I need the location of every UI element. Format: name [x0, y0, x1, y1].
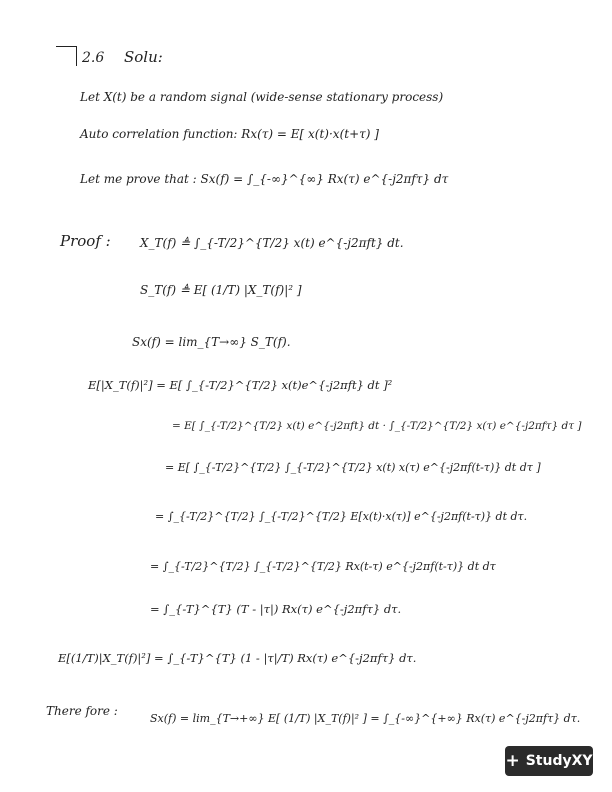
proof-line-2: S_T(f) ≜ E[ (1/T) |X_T(f)|² ] [140, 283, 302, 297]
plus-icon: + [505, 750, 520, 771]
problem-marker-tick [76, 46, 77, 66]
proof-line-5: = E[ ∫_{-T/2}^{T/2} x(t) e^{-j2πft} dt · ∫_{-T/2}^{T/2} x(τ) e^{-j2πfτ} dτ ] [172, 420, 582, 432]
proof-line-9: = ∫_{-T}^{T} (T - |τ|) Rx(τ) e^{-j2πfτ} dτ. [150, 602, 402, 616]
proof-line-8: = ∫_{-T/2}^{T/2} ∫_{-T/2}^{T/2} Rx(t-τ) e^{-j2πf(t-τ)} dt dτ [150, 560, 496, 573]
studyxy-watermark-badge [505, 746, 593, 776]
proof-line-3: Sx(f) = lim_{T→∞} S_T(f). [132, 335, 291, 349]
proof-line-1: X_T(f) ≜ ∫_{-T/2}^{T/2} x(t) e^{-j2πft} dt. [140, 236, 404, 250]
setup-line-2: Auto correlation function: Rx(τ) = E[ x(t)·x(t+τ) ] [80, 127, 379, 141]
proof-line-7: = ∫_{-T/2}^{T/2} ∫_{-T/2}^{T/2} E[x(t)·x(τ)] e^{-j2πf(t-τ)} dt dτ. [155, 510, 528, 523]
problem-number: 2.6 [82, 50, 105, 66]
conclusion-equation: Sx(f) = lim_{T→+∞} E[ (1/T) |X_T(f)|² ] = ∫_{-∞}^{+∞} Rx(τ) e^{-j2πfτ} dτ. [150, 712, 581, 725]
setup-line-3: Let me prove that : Sx(f) = ∫_{-∞}^{∞} Rx(τ) e^{-j2πfτ} dτ [80, 172, 449, 186]
proof-label: Proof : [60, 232, 111, 250]
setup-line-1: Let X(t) be a random signal (wide-sense stationary process) [80, 90, 444, 104]
problem-marker-line [56, 46, 76, 47]
proof-line-10: E[(1/T)|X_T(f)|²] = ∫_{-T}^{T} (1 - |τ|/T) Rx(τ) e^{-j2πfτ} dτ. [58, 651, 417, 665]
proof-line-6: = E[ ∫_{-T/2}^{T/2} ∫_{-T/2}^{T/2} x(t) x(τ) e^{-j2πf(t-τ)} dt dτ ] [165, 461, 541, 474]
solution-heading: Solu: [124, 48, 163, 66]
conclusion-label: There fore : [46, 704, 118, 718]
proof-line-4: E[|X_T(f)|²] = E[ ∫_{-T/2}^{T/2} x(t)e^{-j2πft} dt ]² [88, 378, 393, 392]
watermark-brand: StudyXY [525, 753, 593, 769]
